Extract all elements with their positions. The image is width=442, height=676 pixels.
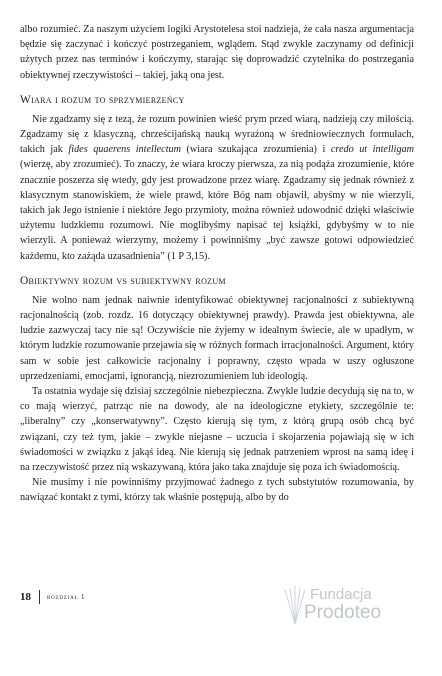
paragraph-text: Nie zgadzamy się z tezą, że rozum powinien wieść prym przed wiarą, nadzieją czy miłością. Zgadzamy się z klasyczną, chrześcijańską nauką wyrażoną w średniowiecznych formułach, takich jak (20, 113, 414, 156)
paragraph-text: (wierzę, aby zrozumieć). To znaczy, że wiara kroczy pierwsza, za nią podąża zrozumienie, które znacznie poszerza się wtedy, gdy jest prowadzone przez wiarę. Zgadzamy się jednak również z klasycznym stanowiskiem, że wiele prawd, które Bóg nam objawił, abyśmy w nie wierzyli, takich jak Jego istnienie i niektóre Jego przymioty, można również udowodnić dzięki właściwie użytemu ludzkiemu rozumowi. Nie moglibyśmy napisać tej książki, gdybyśmy w to nie wierzyli. A ponieważ wierzymy, możemy i powinniśmy „być zawsze gotowi odpowiedzieć każdemu, kto zażąda uzasadnienia” (1 P 3,15). (20, 159, 414, 262)
section-heading-faith-reason: Wiara i rozum to sprzymierzeńcy (20, 93, 185, 106)
chapter-label: rozdział 1 (47, 593, 86, 601)
intro-paragraph: albo rozumieć. Za naszym użyciem logiki Arystotelesa stoi nadzieja, że cała nasza argumentacja będzie się zaczynać i kończyć postrzeganiem, wglądem. Stąd zwykle zaczynamy od definicji użytych przez nas terminów i kończymy, starając się doprowadzić czytelnika do postrzegania obiektywnej rzeczywistości – takiej, jaką ona jest. (20, 24, 414, 81)
latin-phrase: credo ut intelligam (330, 144, 414, 156)
footer-divider (39, 590, 40, 604)
page-number: 18 (20, 591, 31, 603)
faith-reason-paragraph (20, 112, 414, 264)
page-content (20, 22, 414, 506)
section-heading-objective-reason: Obiektywny rozum vs subiektywny rozum (20, 274, 226, 287)
latin-phrase: fides quaerens intellectum (68, 144, 181, 156)
page-footer (20, 588, 420, 638)
fundacja-prodoteo-watermark (282, 584, 422, 632)
watermark-line-2: Prodoteo (304, 602, 382, 623)
objective-reason-paragraph-2: Ta ostatnia wydaje się dzisiaj szczególnie niebezpieczna. Zwykle ludzie decydują się na to, w co mają wierzyć, patrząc nie na dowody, ale na ideologiczne etykiety, szczególnie te: „liberalny” czy „konserwatywny”. Często kierują się tym, z którą grupą osób chcą być związani, czy też tym, jakie – zwykle niejasne – uczucia i skojarzenia pojawiają się w ich świadomości w związku z jakąś ideą. Nie kierują się jednak patrzeniem wprost na samą ideę i na rzeczywistość przez nią wskazywaną, która jako taka znajduje się poza ich świadomością. (20, 386, 414, 474)
objective-reason-paragraph-1: Nie wolno nam jednak naiwnie identyfikować obiektywnej racjonalności z subiektywną racjonalnością (zob. rozdz. 16 dotyczący obiektywnej prawdy). Prawda jest obiektywna, ale ludzie zazwyczaj tacy nie są! Oczywiście nie żyjemy w idealnym świecie, ale w upadłym, w którym ludzkie rozumowanie przejawia się w różnych formach irracjonalności. Argument, który sam w sobie jest całkowicie racjonalny i poprawny, często wpada w uszy ogłuszone uprzedzeniami, emocjami, ignorancją, niezrozumieniem lub ideologią. (20, 294, 414, 382)
paragraph-text: (wiara szukająca zrozumienia) i (180, 144, 331, 156)
objective-reason-paragraph-3: Nie musimy i nie powinniśmy przyjmować żadnego z tych substytutów rozumowania, by nawiązać kontakt z tymi, którzy tak właśnie postępują, albo by do (20, 477, 414, 504)
watermark-line-1: Fundacja (310, 586, 372, 603)
